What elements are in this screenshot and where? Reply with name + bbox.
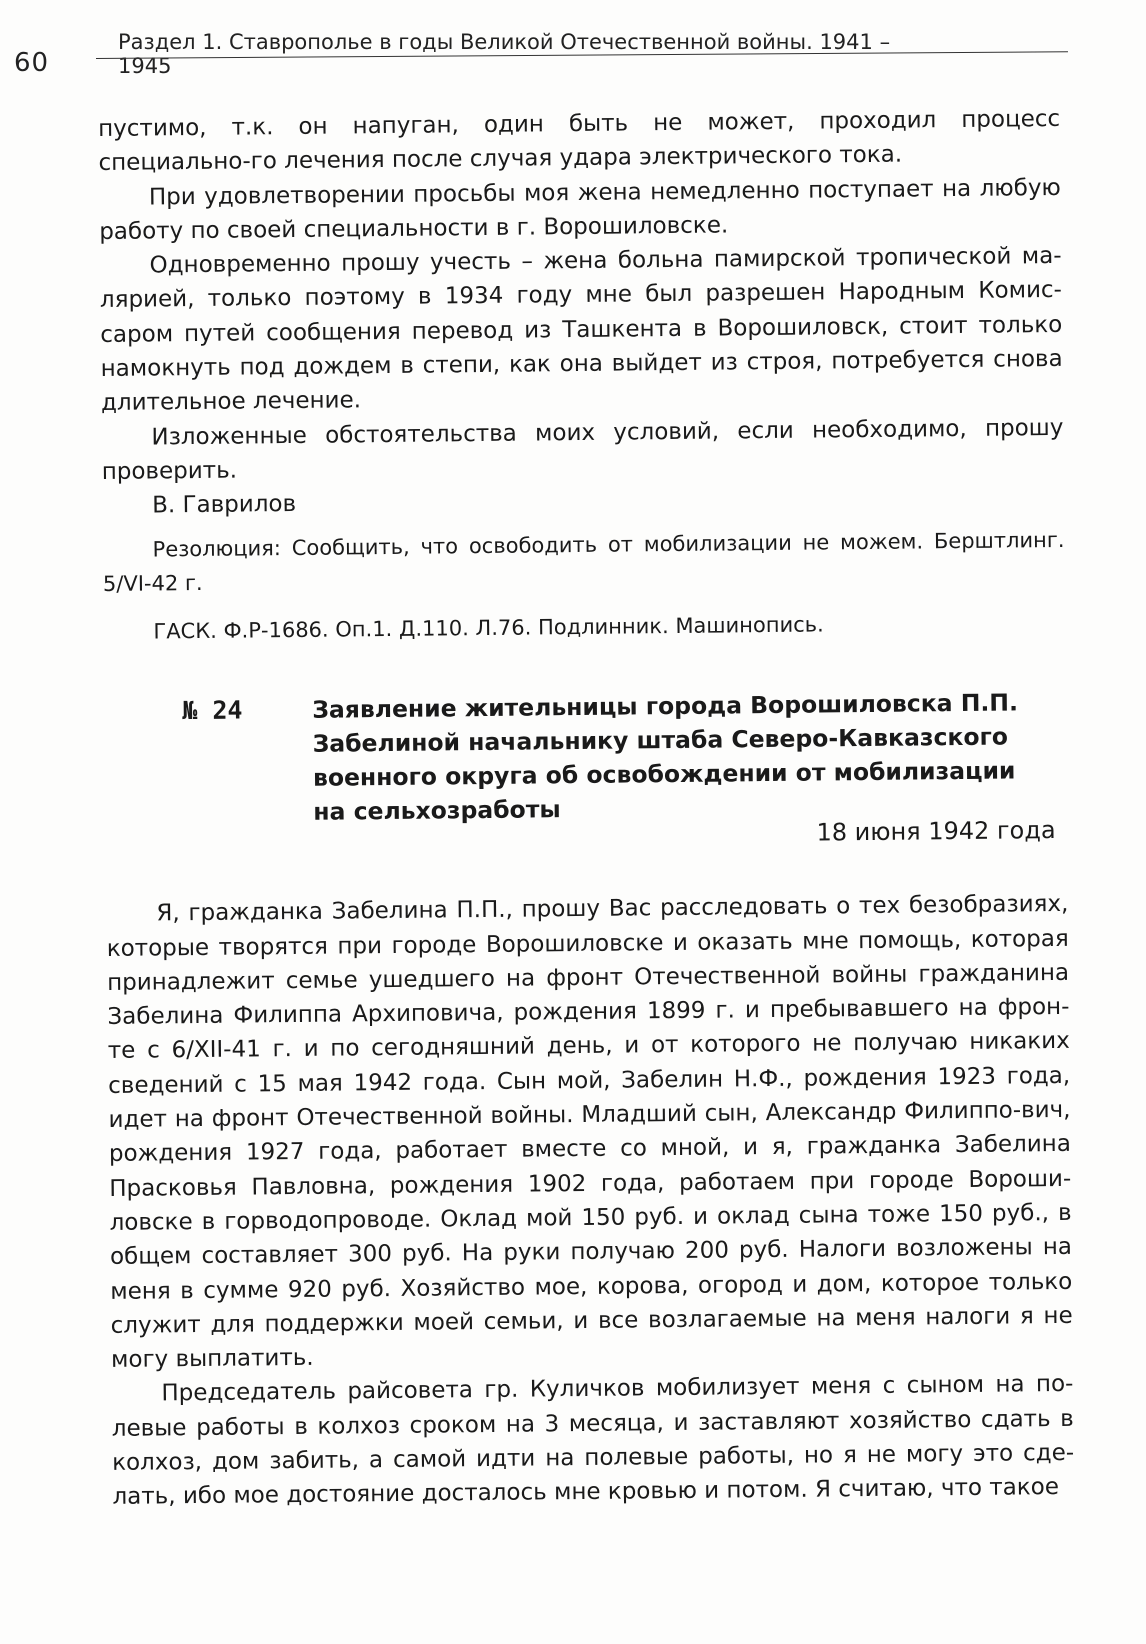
document-24 [104, 685, 1075, 1514]
signature: В. Гаврилов [151, 491, 297, 519]
resolution-note: Резолюция: Сообщить, что освободить от мобилизации не можем. Берштлинг. 5/VI-42 г. [102, 528, 1065, 597]
archive-reference: ГАСК. Ф.Р-1686. Оп.1. Д.110. Л.76. Подлинник. Машинопись. [153, 612, 824, 644]
paragraph: Председатель райсовета гр. Куличков мобилизует меня с сыном на по-левые работы в колхоз сроком на 3 месяца, и заставляют хозяйство сдать в колхоз, дом забить, а самой идти на полевые работы, но я не могу это сде-лать, ибо мое достояние досталось мне кровью и потом. Я считаю, что такое [111, 1371, 1075, 1511]
page-content [98, 102, 1075, 1515]
paragraph: Одновременно прошу учесть – жена больна памирской тропической ма-лярией, только поэтому в 1934 году мне был разрешен Народным Комис-саром путей сообщения перевод из Ташкента в Ворошиловск, стоит только намокнуть под дождем в степи, как она выйдет из строя, потребуется снова длительное лечение. [99, 243, 1063, 417]
document-number: № 24 [182, 695, 243, 726]
page-number: 60 [14, 48, 50, 78]
document-date: 18 июня 1942 года [816, 816, 1056, 847]
previous-document-ending [98, 102, 1066, 647]
paragraph: Я, гражданка Забелина П.П., прошу Вас расследовать о тех безобразиях, которые творятся при городе Ворошиловске и оказать мне помощь, которая принадлежит семье ушедшего на фронт Отечественной войны гражданина Забелина Филиппа Архиповича, рождения 1899 г. и пребывавшего на фрон-те с 6/XII-41 г. и по сегодняшний день, и от которого не получаю никаких сведений с 15 мая 1942 года. Сын мой, Забелин Н.Ф., рождения 1923 года, идет на фронт Отечественной войны. Младший сын, Александр Филиппо-вич, рождения 1927 года, работает вместе со мной, и я, гражданка Забелина Прасковья Павловна, рождения 1902 года, работаем при городе Вороши-ловске в горводопроводе. Оклад мой 150 руб. и оклад сына тоже 150 руб., в общем составляет 300 руб. На руки получаю 200 руб. Налоги возложены на меня в сумме 920 руб. Хозяйство мое, корова, огород и дом, которое только служит для поддержки моей семьи, и все возлагаемые на меня налоги я не могу выплатить. [106, 891, 1073, 1374]
document-header [104, 685, 1067, 827]
paragraph: При удовлетворении просьбы моя жена немедленно поступает на любую работу по своей специальности в г. Ворошиловске. [99, 174, 1061, 245]
paragraph: Изложенные обстоятельства моих условий, если необходимо, прошу проверить. [101, 414, 1064, 485]
document-body [106, 887, 1074, 1514]
document-title: Заявление жительницы города Ворошиловска П.П. Забелиной начальнику штаба Северо-Кавказского военного округа об освобождении от мобилизации на сельхозработы [312, 688, 1019, 827]
paragraph: пустимо, т.к. он напуган, один быть не может, проходил процесс специально-го лечения после случая удара электрического тока. [98, 105, 1061, 177]
running-head: Раздел 1. Ставрополье в годы Великой Отечественной войны. 1941 – 1945 [118, 30, 891, 78]
